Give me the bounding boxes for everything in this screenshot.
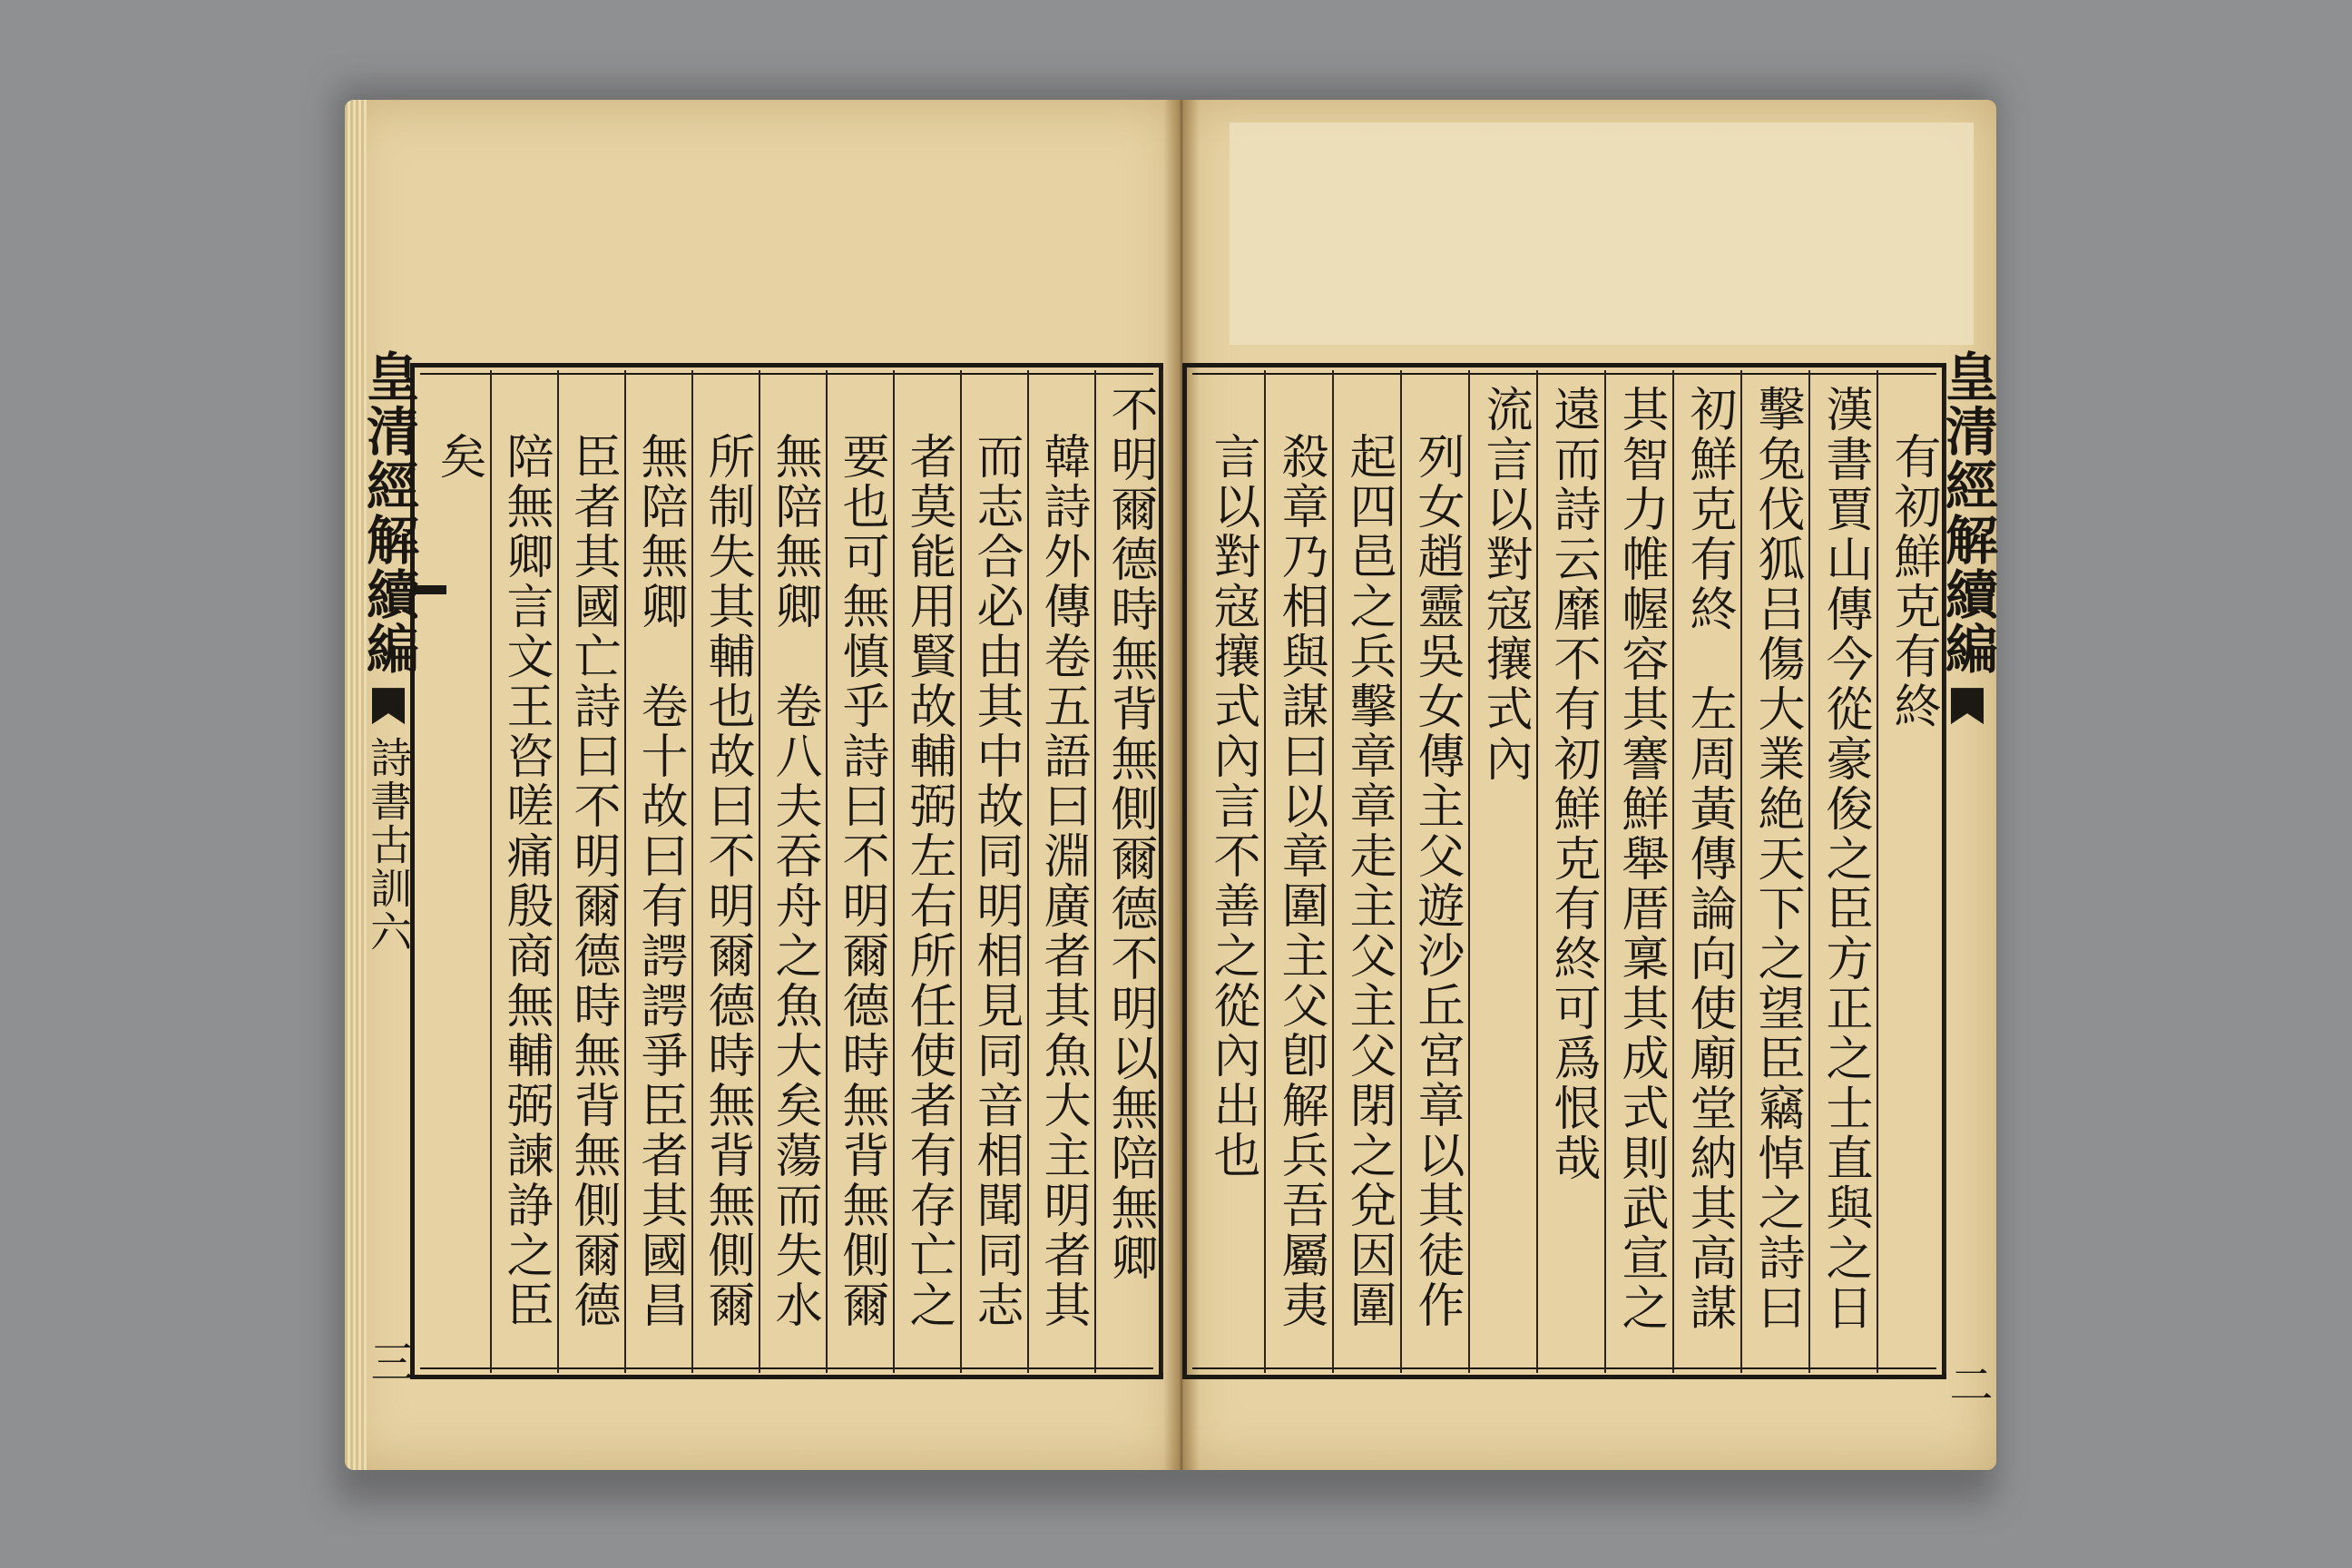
text-column: 流言以對寇攘式內 (1470, 370, 1538, 1373)
text-column: 矣 (425, 370, 492, 1373)
book-title: 皇清經解續編 (1936, 349, 1998, 676)
text-column: 韓詩外傳卷五語曰淵廣者其魚大主明者其 (1029, 370, 1096, 1373)
text-column: 臣者其國亡詩曰不明爾德時無背無側爾德 (559, 370, 626, 1373)
text-column: 擊兔伐狐吕傷大業絶天下之望臣竊悼之詩曰 (1742, 370, 1810, 1373)
text-column: 所制失其輔也故曰不明爾德時無背無側爾 (693, 370, 760, 1373)
section-title: 詩書古訓六 (364, 736, 413, 955)
text-column: 要也可無慎乎詩曰不明爾德時無背無側爾 (828, 370, 895, 1373)
text-column: 無陪無卿 卷十故曰有諤諤爭臣者其國昌 (626, 370, 693, 1373)
left-page-margin-header (345, 349, 426, 1383)
page-number: 三 (363, 1339, 414, 1384)
text-column: 起四邑之兵擊章章走主父主父閉之兌因圍 (1334, 370, 1402, 1373)
text-column: 言以對寇攘式內言不善之從內出也 (1198, 370, 1266, 1373)
text-column: 其智力帷幄容其謇鮮舉厝稟其成式則武宣之 (1606, 370, 1674, 1373)
text-column: 列女趙靈吳女傳主父遊沙丘宮章以其徒作 (1402, 370, 1470, 1373)
text-column: 者莫能用賢故輔弼左右所任使者有存亡之 (895, 370, 962, 1373)
text-column: 漢書賈山傳今從豪俊之臣方正之士直與之日 (1810, 370, 1878, 1373)
text-column: 無陪無卿 卷八夫吞舟之魚大矣蕩而失水 (760, 370, 828, 1373)
text-column: 遠而詩云靡不有初鮮克有終可爲恨哉 (1538, 370, 1606, 1373)
fish-tail-mark-icon (372, 688, 405, 724)
text-column: 初鮮克有終 左周黃傳論向使廟堂納其高謀 (1674, 370, 1742, 1373)
text-column: 有初鮮克有終 (1878, 370, 1946, 1373)
book-title: 皇清經解續編 (358, 349, 419, 676)
text-column: 不明爾德時無背無側爾德不明以無陪無卿 (1096, 370, 1163, 1373)
text-column: 而志合必由其中故同明相見同音相聞同志 (962, 370, 1029, 1373)
fish-tail-mark-icon (1951, 688, 1984, 724)
text-column: 殺章乃相與謀曰以章圍主父卽解兵吾屬夷 (1266, 370, 1334, 1373)
paper-patch (1230, 122, 1974, 345)
page-number: 二 (1942, 1362, 1993, 1406)
text-column: 陪無卿言文王咨嗟痛殷商無輔弼諫諍之臣 (492, 370, 559, 1373)
